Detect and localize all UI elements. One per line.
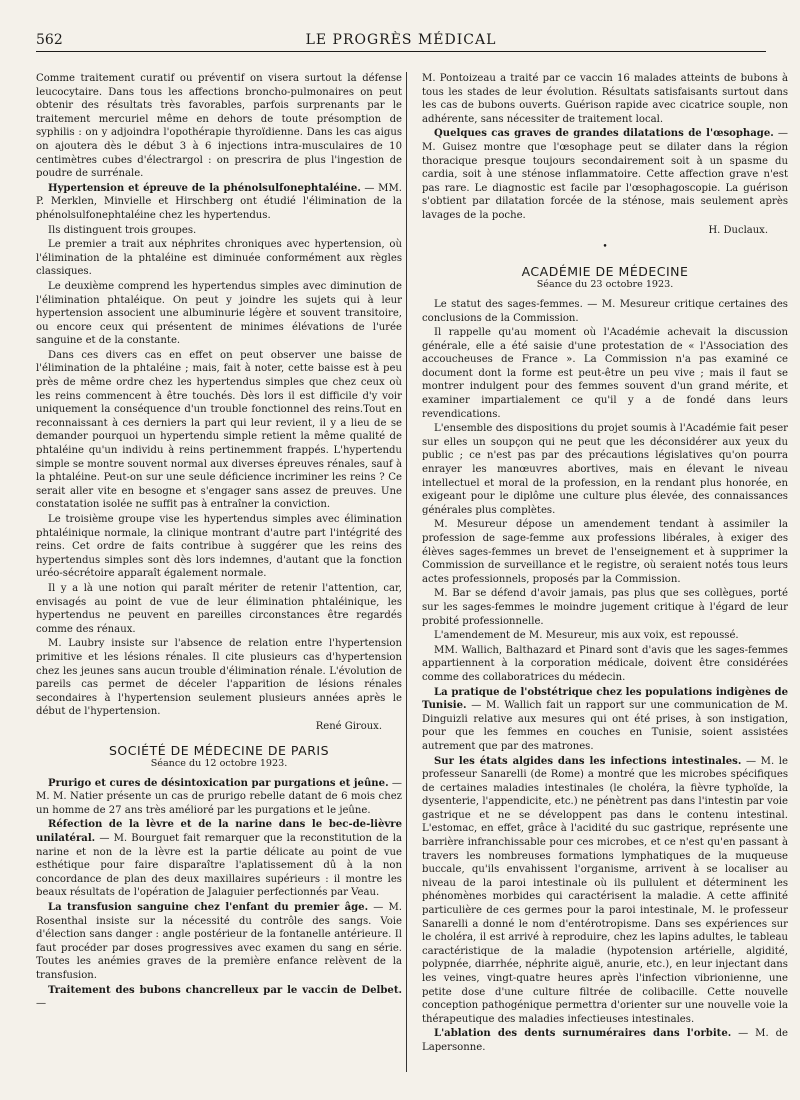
ablation-title: L'ablation des dents surnuméraires dans l'orbite. xyxy=(434,1028,732,1040)
signature-giroux: René Giroux. xyxy=(315,720,382,732)
page-number: 562 xyxy=(36,32,63,48)
header-rule xyxy=(36,51,766,52)
algides-title: Sur les états algides dans les infections intestinales. xyxy=(434,755,742,767)
second-group-paragraph: Le deuxième comprend les hypertendus simples avec diminution de l'élimination phtaléique. On peut y joindre les sujets qui à leur hypertension associent une albuminurie légère et souvent transitoire, ou encore ceux qui présentent de minimes élévations de l'urée sanguine et de la constante. xyxy=(36,280,402,347)
sages-femmes-paragraph-1: Le statut des sages-femmes. — M. Mesureur critique certaines des conclusions de la Commission. xyxy=(422,298,788,324)
prurigo-text: — M. M. Natier présente un cas de prurigo rebelle datant de 6 mois chez un homme de 27 ans très amélioré par les purgations et le jeûne. xyxy=(36,777,402,816)
third-group-paragraph: Le troisième groupe vise les hypertendus simples avec élimination phtaléinique normale, la clinique montrant d'autre part l'intégrité des reins. Cet ordre de faits contribue à suggérer que les reins des hypertendus simples sont dès lors indemnes, d'autant que la fonction uréo-sécrétoire apparaît également normale. xyxy=(36,514,402,580)
sages-femmes-paragraph-3: L'ensemble des dispositions du projet soumis à l'Académie fait peser sur elles un soupçon qui ne peut que les déconsidérer aux yeux du public ; ce n'est pas par des précautions législatives qu'on pourra enrayer les manœuvres abortives, mais en élevant le niveau intellectuel et moral de la profession, en la rendant plus honorée, en exigeant pour le diplôme une culture plus élevée, des connaissances générales plus complètes. xyxy=(422,423,788,516)
seance-date-academie: Séance du 23 octobre 1923. xyxy=(536,279,674,291)
tunisie-title: La pratique de l'obstétrique chez les populations indigènes de Tunisie. xyxy=(422,686,788,712)
pontoizeau-paragraph: M. Pontoizeau a traité par ce vaccin 16 malades atteints de bubons à tous les stades de leur évolution. Résultats satisfaisants surtout dans les cas de bubons ouverts. Guérison rapide avec cicatrice souple, non adhérente, sans nécessiter de traitement local. xyxy=(422,73,788,125)
page-header xyxy=(36,30,766,52)
prurigo-title: Prurigo et cures de désintoxication par purgations et jeûne. xyxy=(48,777,389,789)
oesophage-text: — M. Guisez montre que l'œsophage peut se dilater dans la région thoracique presque toujours secondairement soit à un spasme du cardia, soit à une sténose inflammatoire. Cette affection grave n'est pas rare. Le diagnostic est facile par l'œsophagoscopie. La guérison s'obtient par dilatation forcée de la sténose, mais seulement après lavages de la poche. xyxy=(422,128,788,221)
sages-femmes-paragraph-6: L'amendement de M. Mesureur, mis aux voix, est repoussé. xyxy=(434,630,739,642)
tunisie-text: — M. Wallich fait un rapport sur une communication de M. Dinguizli relative aux mesures qui ont été prises, à son instigation, pour que les femmes en couches en Tunisie, soient assistées autrement que par des matrones. xyxy=(422,700,788,752)
algides-paragraph xyxy=(422,755,788,1027)
chancre-title: Traitement des bubons chancrelleux par le vaccin de Delbet. xyxy=(48,984,402,996)
refection-text: — M. Bourguet fait remarquer que la reconstitution de la narine et non de la lèvre est la partie délicate au point de vue esthétique pour faire disparaître l'aplatissement dû à la non concordance de plan des deux maxillaires supérieurs : il montre les beaux résultats de l'opération de Jalaguier perfectionnés par Veau. xyxy=(36,833,402,899)
oesophage-title: Quelques cas graves de grandes dilatations de l'œsophage. xyxy=(434,128,774,140)
ablation-text: — M. de Lapersonne. xyxy=(422,1028,788,1053)
laubry-text: insiste sur l'absence de relation entre l'hypertension primitive et les lésions rénales. Il cite plusieurs cas d'hypertension chez les jeunes sans aucun trouble d'élimination rénale. L'évolution de pareils cas permet de déceler l'apparition de lésions rénales secondaires à l'hypertension seulement plusieurs années après le début de l'hypertension. xyxy=(36,638,402,718)
tunisie-paragraph xyxy=(422,686,788,754)
hypertension-title: Hypertension et épreuve de la phénolsulfonephtaléine. xyxy=(48,182,361,194)
sages-femmes-paragraph-2: Il rappelle qu'au moment où l'Académie achevait la discussion générale, elle a été saisie d'une protestation de « l'Association des accoucheuses de France ». La Commission n'a pas examiné ce document dont la forme est peut-être un peu vive ; mais il faut se montrer indulgent pour des femmes souvent d'un grand mérite, et examiner impartialement ce qu'il y a de fondé dans leurs revendications. xyxy=(422,327,788,420)
sages-femmes-paragraph-4: M. Mesureur dépose un amendement tendant à assimiler la profession de sage-femme aux professions libérales, à exiger des élèves sages-femmes un brevet de l'enseignement et à supprimer la Commission de surveillance et le registre, où seraient notés tous leurs actes professionnels, proposés par la Commission. xyxy=(422,519,788,585)
section-title-societe: SOCIÉTÉ DE MÉDECINE DE PARIS xyxy=(108,742,330,758)
transfusion-text: — M. Rosenthal insiste sur la nécessité du contrôle des sangs. Voie d'élection sans danger : angle postérieur de la fontanelle antérieure. Il faut procéder par doses progressives avec examen du sang en série. Toutes les anémies graves de la première enfance relèvent de la transfusion. xyxy=(36,902,402,981)
ablation-paragraph xyxy=(422,1027,788,1054)
prurigo-paragraph xyxy=(36,777,402,818)
transfusion-title: La transfusion sanguine chez l'enfant du premier âge. xyxy=(48,902,369,914)
sages-femmes-paragraph-5: M. Bar se défend d'avoir jamais, pas plus que ses collègues, porté sur les sages-femmes le moindre jugement critique à l'égard de leur probité professionnelle. xyxy=(422,588,788,627)
refection-paragraph xyxy=(36,818,402,900)
hypertension-paragraph xyxy=(36,182,402,223)
intro-paragraph: Comme traitement curatif ou préventif on visera surtout la défense leucocytaire. Dans tous les affections broncho-pulmonaires on peut obtenir des résultats très favorables, parfois surprenants par le traitement mercuriel même en dehors de toute présomption de syphilis : on y adjoindra l'opothérapie thyroïdienne. Dans les cas aigus on ajoutera dès le début 3 à 6 injections intra-musculaires de 10 centimètres cubes d'électrargol : on prescrira de plus l'ingestion de poudre de surrénale. xyxy=(36,73,402,180)
signature-duclaux: H. Duclaux. xyxy=(708,224,768,236)
section-separator: • xyxy=(602,242,608,253)
first-group-paragraph: Le premier a trait aux néphrites chroniques avec hypertension, où l'élimination de la phtaléine est diminuée conformément aux règles classiques. xyxy=(36,239,402,278)
journal-title: LE PROGRÈS MÉDICAL xyxy=(305,32,497,48)
chancre-paragraph xyxy=(36,984,402,1011)
transfusion-paragraph xyxy=(36,901,402,983)
groups-paragraph: Ils distinguent trois groupes. xyxy=(48,224,197,236)
seance-date-societe: Séance du 12 octobre 1923. xyxy=(150,758,288,770)
laubry-paragraph xyxy=(36,637,402,719)
column-divider xyxy=(406,72,407,1072)
refection-title: Réfection de la lèvre et de la narine dans le bec-de-lièvre unilatéral. xyxy=(36,819,402,845)
chancre-text: — xyxy=(36,998,47,1010)
notion-paragraph: Il y a là une notion qui paraît mériter de retenir l'attention, car, envisagés au point de vue de leur élimination phtaléinique, les hypertendus ne peuvent en pareilles circonstances être regardés comme des rénaux. xyxy=(36,582,402,635)
oesophage-paragraph xyxy=(422,127,788,222)
right-column xyxy=(422,72,788,1056)
hypertension-text: — MM. P. Merklen, Minvielle et Hirschberg ont étudié l'élimination de la phénolsulfonephtaléine chez les hypertendus. xyxy=(36,182,402,221)
section-title-academie: ACADÉMIE DE MÉDECINE xyxy=(521,263,689,279)
laubry-name: M. Laubry xyxy=(48,638,105,650)
divers-paragraph: Dans ces divers cas en effet on peut observer une baisse de l'élimination de la phtaléine ; mais, fait à noter, cette baisse est à peu près de même ordre chez les hypertendus simples que chez ceux où les reins commencent à être touchés. Dès lors il est difficile d'y voir uniquement la conséquence d'un trouble fonctionnel des reins.Tout en reconnaissant à ces derniers la part qui leur revient, il y a lieu de se demander pourquoi un hypertendu simple retient la même qualité de phtaléine qu'un individu à reins pertinemment frappés. L'hypertendu simple se montre souvent normal aux diverses épreuves rénales, sauf à la phtaléine. Peut-on sur une seule déficience incriminer les reins ? Ce serait aller vite en besogne et s'engager sans assez de preuves. Une constatation isolée ne suffit pas à entraîner la conviction. xyxy=(36,349,402,511)
left-column xyxy=(36,72,402,1012)
sages-femmes-paragraph-7: MM. Wallich, Balthazard et Pinard sont d'avis que les sages-femmes appartiennent à la corporation médicale, doivent être considérées comme des collaboratrices du médecin. xyxy=(422,644,788,683)
algides-text: — M. le professeur Sanarelli (de Rome) a montré que les microbes spécifiques de certaines maladies intestinales (le choléra, la fièvre typhoïde, la dysenterie, l'appendicite, etc.) ne pénètrent pas dans l'intestin par voie gastrique et ne se développent pas dans le contenu intestinal. L'estomac, en effet, grâce à l'acidité du suc gastrique, représente une barrière infranchissable pour ces microbes, et ce n'est qu'en passant à travers les nombreuses formations lymphatiques de la muqueuse buccale, qu'ils envahissent l'organisme, arrivent à se localiser au niveau de la paroi intestinale où ils pullulent et déterminent les phénomènes morbides qui caractérisent la maladie. A cette affinité particulière de ces germes pour la paroi intestinale, M. le professeur Sanarelli a donné le nom d'entérotropisme. Dans ses expériences sur le choléra, il est arrivé à reproduire, chez les lapins adultes, le tableau caractéristique de la maladie (hypotension artérielle, algidité, polypnée, diarrhée, néphrite aiguë, anurie, etc.), en leur injectant dans les veines, vingt-quatre heures après l'infection vibrionienne, une petite dose d'une culture filtrée de colibacille. Cette nouvelle conception pathogénique permettra d'orienter sur une nouvelle voie la thérapeutique des maladies infectieuses intestinales. xyxy=(422,755,789,1025)
